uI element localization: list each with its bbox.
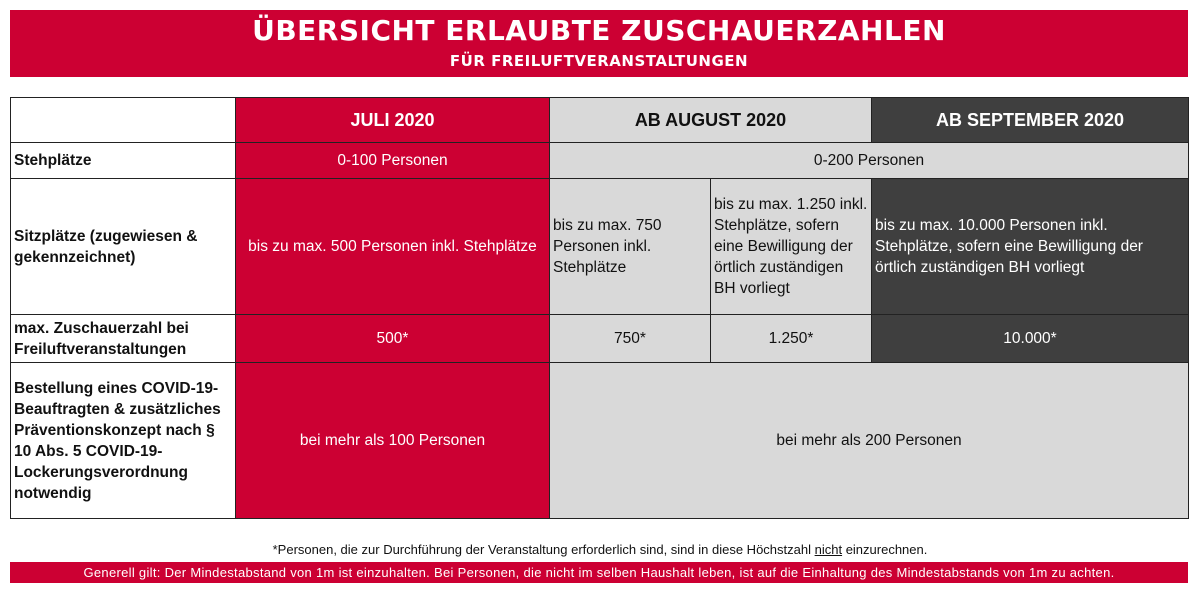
column-header-september: AB SEPTEMBER 2020 [872, 98, 1189, 143]
footnote-text-end: einzurechnen. [842, 542, 928, 557]
cell-bestellung-ab-august: bei mehr als 200 Personen [550, 363, 1189, 519]
cell-sitzplaetze-september: bis zu max. 10.000 Personen inkl. Stehplätze, sofern eine Bewilligung der örtlich zuständigen BH vorliegt [872, 179, 1189, 315]
table-row-max-zuschauer [11, 315, 1189, 363]
table-row-bestellung [11, 363, 1189, 519]
footnote-emphasis: nicht [814, 542, 843, 557]
page-subtitle: FÜR FREILUFTVERANSTALTUNGEN [449, 52, 749, 70]
header-row [11, 98, 1189, 143]
row-label-max-zuschauer: max. Zuschauerzahl bei Freiluftveranstaltungen [11, 315, 236, 363]
table-row-stehplaetze [11, 143, 1189, 179]
page-title: ÜBERSICHT ERLAUBTE ZUSCHAUERZAHLEN [252, 14, 946, 47]
cell-stehplaetze-juli: 0-100 Personen [236, 143, 550, 179]
footnote [0, 541, 1200, 559]
cell-sitzplaetze-juli: bis zu max. 500 Personen inkl. Stehplätze [236, 179, 550, 315]
cell-max-zuschauer-august-b: 1.250* [711, 315, 872, 363]
column-header-juli: JULI 2020 [236, 98, 550, 143]
cell-stehplaetze-ab-august: 0-200 Personen [550, 143, 1189, 179]
title-banner [10, 10, 1188, 77]
table-row-sitzplaetze [11, 179, 1189, 315]
cell-max-zuschauer-august-a: 750* [550, 315, 711, 363]
cell-max-zuschauer-juli: 500* [236, 315, 550, 363]
cell-sitzplaetze-august-b: bis zu max. 1.250 inkl. Stehplätze, sofern eine Bewilligung der örtlich zuständigen BH vorliegt [711, 179, 872, 315]
footnote-text: *Personen, die zur Durchführung der Veranstaltung erforderlich sind, sind in diese Höchstzahl [272, 542, 815, 557]
general-rule-bar: Generell gilt: Der Mindestabstand von 1m ist einzuhalten. Bei Personen, die nicht im selben Haushalt leben, ist auf die Einhaltung des Mindestabstands von 1m zu achten. [10, 562, 1188, 583]
audience-limits-table [10, 97, 1189, 519]
cell-bestellung-juli: bei mehr als 100 Personen [236, 363, 550, 519]
header-empty-cell [11, 98, 236, 143]
column-header-august: AB AUGUST 2020 [550, 98, 872, 143]
cell-sitzplaetze-august-a: bis zu max. 750 Personen inkl. Stehplätze [550, 179, 711, 315]
row-label-bestellung: Bestellung eines COVID-19-Beauftragten & zusätzliches Präventionskonzept nach § 10 Abs. 5 COVID-19-Lockerungsverordnung notwendig [11, 363, 236, 519]
cell-max-zuschauer-september: 10.000* [872, 315, 1189, 363]
row-label-sitzplaetze: Sitzplätze (zugewiesen & gekennzeichnet) [11, 179, 236, 315]
row-label-stehplaetze: Stehplätze [11, 143, 236, 179]
